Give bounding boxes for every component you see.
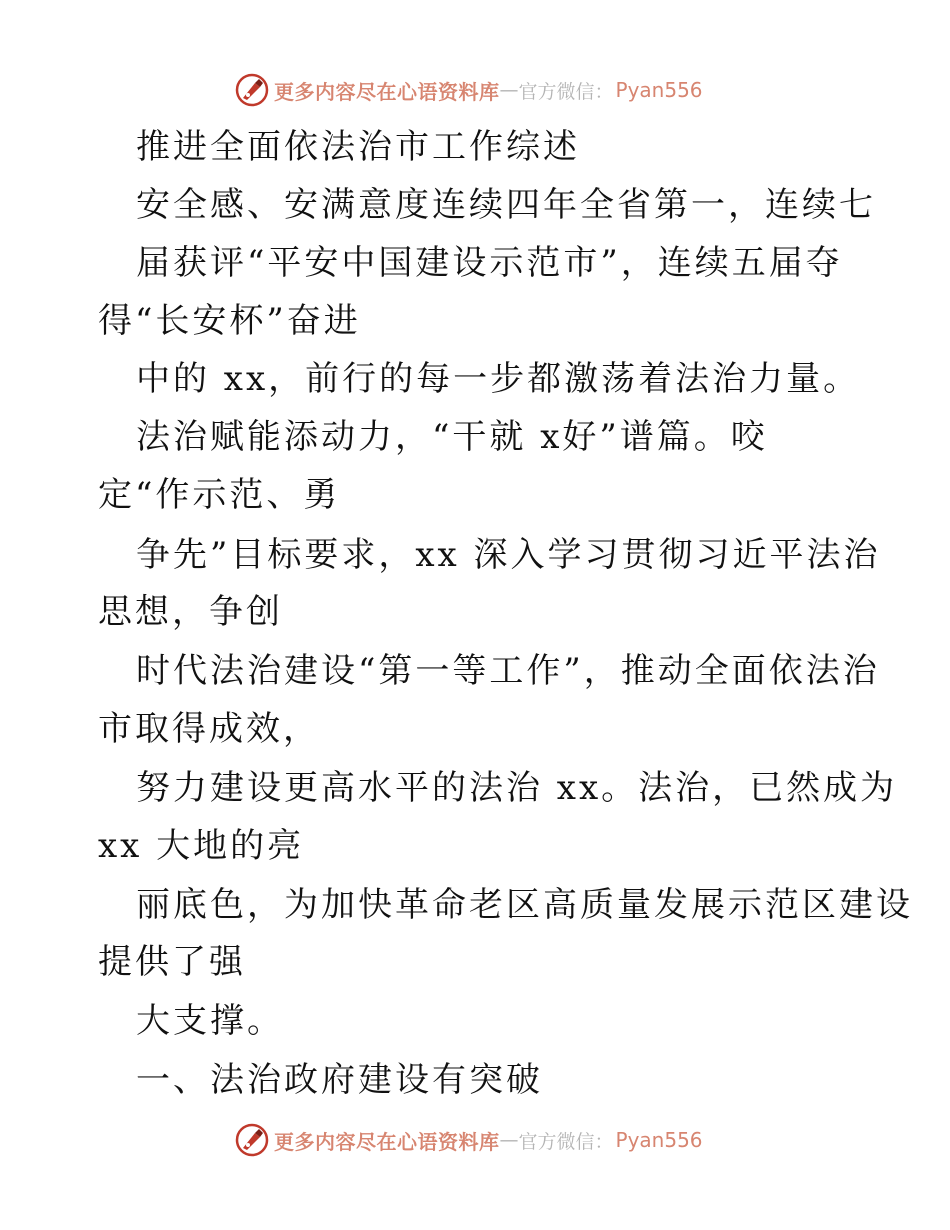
pen-nib-logo-icon <box>234 72 270 108</box>
watermark-subtitle: 官方微信： <box>518 80 614 103</box>
paragraph-line: 届获评“平安中国建设示范市”，连续五届夺 <box>136 243 843 283</box>
paragraph-line: 思想，争创 <box>98 592 283 632</box>
paragraph-line: 得“长安杯”奋进 <box>98 301 361 341</box>
paragraph-line: 提供了强 <box>98 942 246 982</box>
watermark-wechat-id: Pyan556 <box>615 1128 703 1152</box>
footer-watermark <box>234 1122 703 1158</box>
watermark-text: 更多内容尽在心语资料库 <box>274 79 500 104</box>
paragraph-line: 安全感、安满意度连续四年全省第一，连续七 <box>136 185 876 225</box>
pen-nib-logo-icon <box>234 1122 270 1158</box>
paragraph-line: 中的 xx，前行的每一步都激荡着法治力量。 <box>136 359 861 399</box>
paragraph-line: 丽底色，为加快革命老区高质量发展示范区建设 <box>136 885 913 925</box>
paragraph-line: 时代法治建设“第一等工作”，推动全面依法治 <box>136 651 880 691</box>
paragraph-line: 大支撑。 <box>136 1001 284 1041</box>
header-watermark <box>234 72 703 108</box>
watermark-separator: — <box>499 79 519 101</box>
paragraph-line: 市取得成效， <box>98 709 320 749</box>
paragraph-line: 努力建设更高水平的法治 xx。法治，已然成为 <box>136 768 898 808</box>
paragraph-line: 争先”目标要求，xx 深入学习贯彻习近平法治 <box>136 535 881 575</box>
watermark-subtitle: 官方微信： <box>518 1130 614 1153</box>
section-heading: 一、法治政府建设有突破 <box>136 1060 543 1100</box>
paragraph-line: 定“作示范、勇 <box>98 475 341 515</box>
watermark-wechat-id: Pyan556 <box>615 78 703 102</box>
paragraph-line: 法治赋能添动力，“干就 x好”谱篇。咬 <box>136 417 768 457</box>
watermark-separator: — <box>499 1129 519 1151</box>
paragraph-line: xx 大地的亮 <box>98 826 305 866</box>
document-title: 推进全面依法治市工作综述 <box>136 127 580 167</box>
watermark-text: 更多内容尽在心语资料库 <box>274 1129 500 1154</box>
